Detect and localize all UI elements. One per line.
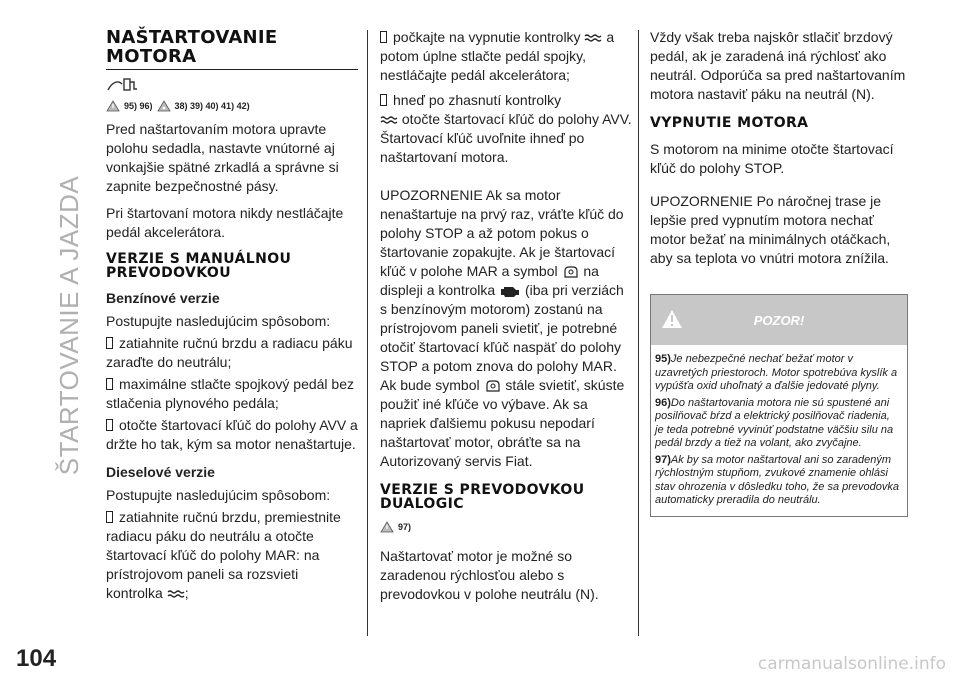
bullet-icon bbox=[106, 378, 113, 390]
list-item: počkajte na vypnutie kontrolky a potom úplne stlačte pedál spojky, nestláčajte pedál akcelerátora; bbox=[380, 29, 615, 83]
bullet-icon bbox=[380, 94, 387, 106]
caution-icon bbox=[157, 100, 171, 112]
list-item: otočte štartovací kľúč do polohy AVV a držte ho tak, kým sa motor nenaštartuje. bbox=[106, 417, 358, 452]
paragraph: Pred naštartovaním motora upravte polohu sedadla, nastavte vnútorné aj vonkajšie spätné zrkadlá a správne si zapnite bezpečnostné pásy. bbox=[106, 121, 339, 194]
paragraph: Postupujte nasledujúcim spôsobom: bbox=[106, 487, 331, 503]
column-divider bbox=[638, 30, 639, 636]
warning-triangle-icon bbox=[380, 521, 394, 533]
warning-item: 97)Ak by sa motor naštartoval ani so zaradeným rýchlostným stupňom, zvukové znamenie ohlási stav ohrozenia v dôsledku toho, že sa prevodovka automaticky preradila do neutrálu. bbox=[655, 453, 899, 506]
glow-plug-icon bbox=[167, 589, 185, 599]
fuel-icons bbox=[106, 74, 358, 96]
paragraph: S motorom na minime otočte štartovací kľúč do polohy STOP. bbox=[650, 141, 894, 176]
warning-item: 96)Do naštartovania motora nie sú spustené ani posilňovač bŕzd a elektrický posilňovač riadenia, je teda potrebné vyvinúť podstatne väčšiu silu na pedál brzdy a tiež na volant, ako zvyčajne. bbox=[655, 396, 894, 449]
warning-triangle-icon bbox=[661, 309, 683, 329]
glow-plug-icon bbox=[380, 115, 398, 125]
paragraph: UPOZORNENIE Po náročnej trase je lepšie pred vypnutím motora nechať motor bežať na minimálnych otáčkach, aby sa teplota vo vnútri motora znížila. bbox=[650, 193, 891, 266]
refs-caution: 38) 39) 40) 41) 42) bbox=[174, 101, 250, 111]
list-item: zatiahnite ručnú brzdu a radiacu páku zaraďte do neutrálu; bbox=[106, 335, 353, 370]
list-item: zatiahnite ručnú brzdu, premiestnite radiacu páku do neutrálu a otočte štartovací kľúč do polohy MAR: na prístrojovom paneli sa rozsvieti kontrolka ; bbox=[106, 509, 341, 601]
heading-diesel: Dieselové verzie bbox=[106, 464, 215, 480]
column-1 bbox=[106, 28, 358, 638]
heading-manual-gearbox: VERZIE S MANUÁLNOU PREVODOVKOU bbox=[106, 251, 292, 281]
section-side-title bbox=[50, 30, 90, 620]
warning-box bbox=[650, 294, 908, 517]
list-item: maximálne stlačte spojkový pedál bez stlačenia plynového pedála; bbox=[106, 376, 355, 411]
paragraph: Pri štartovaní motora nikdy nestláčajte pedál akcelerátora. bbox=[106, 205, 344, 240]
paragraph: Vždy však treba najskôr stlačiť brzdový pedál, ak je zaradená iná rýchlosť ako neutrál. Odporúča sa pred naštartovaním motora nastaviť páku na neutrál (N). bbox=[650, 29, 906, 102]
paragraph: Naštartovať motor je možné so zaradenou rýchlosťou alebo s prevodovkou v polohe neutrálu (N). bbox=[380, 548, 599, 602]
glow-plug-icon bbox=[584, 33, 602, 43]
list-item: hneď po zhasnutí kontrolky otočte štartovací kľúč do polohy AVV. Štartovací kľúč uvoľnite ihneď po naštartovaní motora. bbox=[380, 92, 632, 165]
paragraph: Postupujte nasledujúcim spôsobom: bbox=[106, 313, 331, 329]
fuel-pump-icon bbox=[106, 76, 140, 94]
warning-header bbox=[651, 295, 907, 345]
paragraph: UPOZORNENIE Ak sa motor nenaštartuje na prvý raz, vráťte kľúč do polohy STOP a až potom pokus o štartovanie zopakujte. Ak je štartovací kľúč v polohe MAR a symbol na displeji a kontrolka (iba pri verziách s benzínovým motorom) zostanú na prístrojovom paneli svietiť, je potrebné otočiť štartovací kľúč naspäť do polohy STOP a potom znova do polohy MAR. Ak bude symbol stále svietiť, skúste použiť iné kľúče vo výbave. Ak sa napriek ďalšiemu pokusu nepodarí naštartovať motor, obráťte sa na Autorizovaný servis Fiat. bbox=[380, 187, 625, 469]
heading-engine-start: NAŠTARTOVANIE MOTORA bbox=[106, 28, 358, 70]
heading-petrol: Benzínové verzie bbox=[106, 290, 220, 306]
warning-refs bbox=[380, 521, 632, 533]
engine-check-icon bbox=[499, 284, 521, 298]
key-symbol-icon bbox=[484, 379, 502, 393]
refs-warning: 95) 96) bbox=[124, 101, 153, 111]
warning-body bbox=[651, 345, 907, 516]
warning-refs bbox=[106, 100, 358, 112]
bullet-icon bbox=[106, 337, 113, 349]
bullet-icon bbox=[106, 419, 113, 431]
column-3 bbox=[650, 28, 908, 638]
warning-item: 95)Je nebezpečné nechať bežať motor v uzavretých priestoroch. Motor spotrebúva kyslík a vypúšťa oxid uhoľnatý a ďalšie jedovaté plyny. bbox=[655, 353, 898, 392]
key-symbol-icon bbox=[562, 265, 580, 279]
watermark-link[interactable]: carmanualsonline.info bbox=[757, 654, 946, 674]
bullet-icon bbox=[380, 31, 387, 43]
warning-title: POZOR! bbox=[753, 312, 805, 328]
column-2 bbox=[380, 28, 632, 638]
refs-warning: 97) bbox=[398, 522, 412, 532]
page-number: 104 bbox=[16, 645, 57, 672]
heading-dualogic: VERZIE S PREVODOVKOU DUALOGIC bbox=[380, 482, 585, 512]
section-title-text: ŠTARTOVANIE A JAZDA bbox=[54, 175, 85, 475]
heading-engine-stop: VYPNUTIE MOTORA bbox=[650, 115, 809, 131]
column-divider bbox=[367, 30, 368, 636]
warning-triangle-icon bbox=[106, 100, 120, 112]
bullet-icon bbox=[106, 511, 113, 523]
